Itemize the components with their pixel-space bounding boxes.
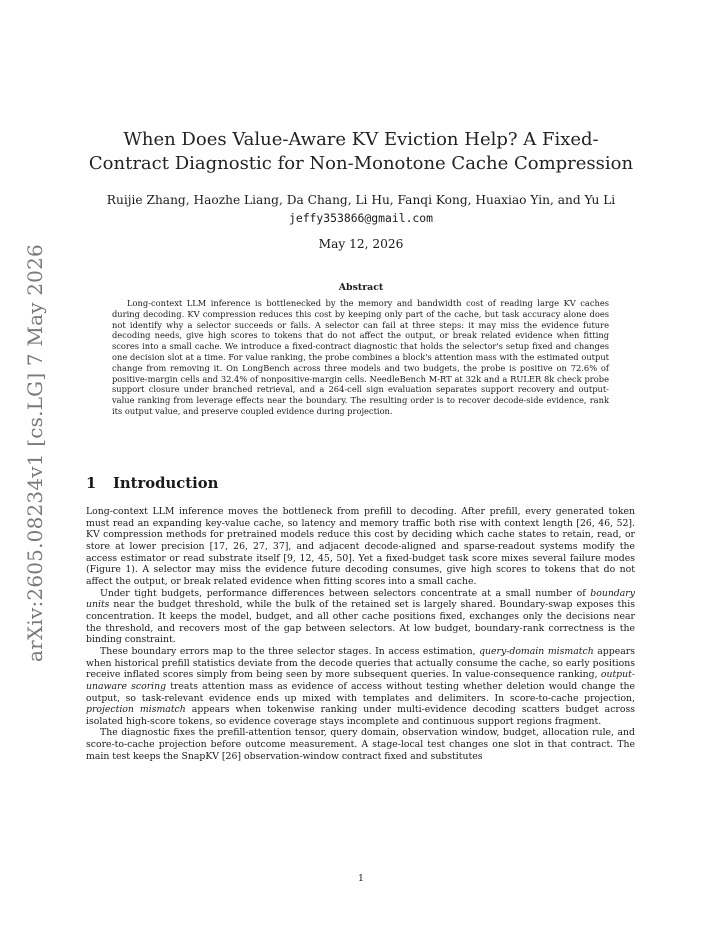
paragraph-3-text-d: appears when tokenwise ranking under multi-evidence decoding scatters budget across isolated high-score tokens, so evidence coverage stays incomplete and continuous support regions fragment.: [86, 704, 635, 727]
paragraph-3-emphasis-3: projection mismatch: [86, 704, 186, 716]
paragraph-2-text-a: Under tight budgets, performance differences between selectors concentrate at a small number of: [100, 587, 591, 599]
paper-title: When Does Value-Aware KV Eviction Help? A Fixed-Contract Diagnostic for Non-Monotone Cache Compression: [88, 129, 634, 174]
paragraph-3-text-a: These boundary errors map to the three selector stages. In access estimation,: [100, 645, 480, 657]
abstract-text: Long-context LLM inference is bottlenecked by the memory and bandwidth cost of reading large KV caches during decoding. KV compression reduces this cost by keeping only part of the cache, but task accuracy alone does not identify why a selector succeeds or fails. A selector can fail at three steps: it may miss the evidence future decoding needs, give high scores to tokens that do not affect the output, or break related evidence when fitting scores into a small cache. We introduce a fixed-contract diagnostic that holds the selector's setup fixed and changes one decision slot at a time. For value ranking, the probe combines a block's attention mass with the estimated output change from removing it. On LongBench across three models and two budgets, the probe is positive on 72.6% of positive-margin cells and 32.4% of nonpositive-margin cells. NeedleBench M-RT at 32k and a RULER 8k check probe support closure under branched retrieval, and a 264-cell sign evaluation separates support recovery and output-value ranking from leverage effects near the boundary. The resulting order is to recover decode-side evidence, rank its output value, and preserve coupled evidence during projection.: [112, 298, 609, 416]
abstract-heading: Abstract: [338, 282, 384, 293]
abstract: [112, 298, 609, 417]
author-list: Ruijie Zhang, Haozhe Liang, Da Chang, Li Hu, Fanqi Kong, Huaxiao Yin, and Yu Li: [106, 193, 616, 207]
author-email: jeffy353866@gmail.com: [288, 211, 433, 225]
section-title: Introduction: [113, 475, 219, 492]
paragraph-3-emphasis-1: query-domain mismatch: [479, 645, 594, 657]
arxiv-sidebar: [22, 244, 48, 662]
paragraph-3-emphasis-2: output-unaware scoring: [86, 669, 635, 692]
paragraph-4: The diagnostic fixes the prefill-attention tensor, query domain, observation window, budget, allocation rule, and score-to-cache projection before outcome measurement. A stage-local test changes one slot in that contract. The main test keeps the SnapKV [26] observation-window contract fixed and substitutes: [86, 727, 635, 762]
paragraph-2-emphasis: boundary units: [86, 587, 635, 611]
paper-date: May 12, 2026: [318, 237, 404, 251]
paragraph-3-text-c: treats attention mass as evidence of access without testing whether deletion would change the output, so task-relevant evidence ends up mixed with templates and delimiters. In score-to-cache projection,: [86, 680, 635, 704]
paragraph-3-text-b: appears when historical prefill statistics deviate from the decode queries that actually consume the cache, so early positions receive inflated scores simply from being seen by more subsequent queries. In value-consequence ranking,: [86, 645, 635, 681]
arxiv-identifier: arXiv:2605.08234v1 [cs.LG] 7 May 2026: [23, 244, 47, 662]
paragraph-2-text-b: near the budget threshold, while the bulk of the retained set is largely shared. Boundary-swap exposes this concentration. It keeps the model, budget, and all other cache positions fixed, exchanges only the decisions near the threshold, and recovers most of the gap between selectors. At low budget, boundary-rank correctness is the binding constraint.: [86, 599, 635, 646]
paragraph-3: [86, 646, 635, 728]
page-number: 1: [358, 873, 364, 884]
section-body: [86, 506, 635, 762]
paragraph-1: Long-context LLM inference moves the bottleneck from prefill to decoding. After prefill, every generated token must read an expanding key-value cache, so latency and memory traffic both rise with context length [26, 46, 52]. KV compression methods for pretrained models reduce this cost by deciding which cache states to retain, read, or store at lower precision [17, 26, 27, 37], and adjacent decode-aligned and sparse-readout systems modify the access estimator or read substrate itself [9, 12, 45, 50]. Yet a fixed-budget task score mixes several failure modes (Figure 1). A selector may miss the evidence future decoding consumes, give high scores to tokens that do not affect the output, or break related evidence when fitting scores into a small cache.: [86, 506, 635, 587]
paragraph-2: [86, 588, 635, 646]
section-number: 1: [86, 475, 97, 492]
section-heading: [86, 475, 218, 492]
